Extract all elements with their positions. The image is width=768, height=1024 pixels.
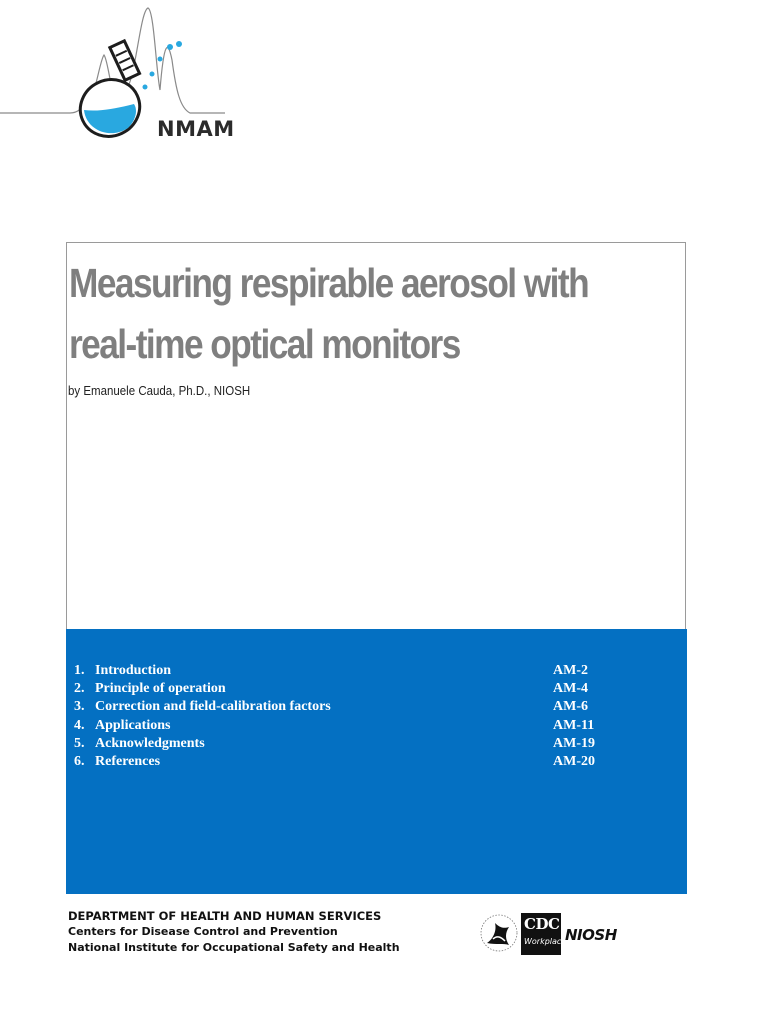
author-byline: by Emanuele Cauda, Ph.D., NIOSH bbox=[68, 384, 251, 398]
toc-number: 1. bbox=[74, 663, 85, 678]
hhs-eagle-icon bbox=[479, 909, 519, 957]
agency-cdc: Centers for Disease Control and Prevention bbox=[68, 925, 338, 938]
agency-department: DEPARTMENT OF HEALTH AND HUMAN SERVICES bbox=[68, 909, 382, 923]
logo-text: NMAM bbox=[157, 117, 235, 141]
niosh-logo-icon: NIOSH bbox=[565, 926, 617, 944]
cdc-logo-icon bbox=[521, 913, 567, 955]
title-line-1: Measuring respirable aerosol with bbox=[69, 260, 589, 306]
toc-page: AM-19 bbox=[553, 735, 595, 751]
toc-item-principle[interactable] bbox=[74, 681, 674, 699]
toc-label: Introduction bbox=[95, 663, 171, 678]
cdc-logo-subtext: Workplace bbox=[524, 937, 567, 946]
toc-label: Applications bbox=[95, 717, 171, 733]
toc-number: 2. bbox=[74, 681, 85, 697]
toc-item-applications[interactable] bbox=[74, 718, 674, 736]
toc-number: 3. bbox=[74, 699, 85, 715]
toc-item-correction[interactable] bbox=[74, 699, 674, 717]
agency-block bbox=[68, 908, 400, 956]
toc-label: Correction and field-calibration factors bbox=[95, 699, 331, 715]
agency-niosh: National Institute for Occupational Safety and Health bbox=[68, 941, 400, 954]
toc-item-references[interactable] bbox=[74, 754, 674, 772]
toc-number: 4. bbox=[74, 717, 85, 733]
cdc-logo-text: CDC bbox=[524, 915, 560, 933]
toc-item-introduction[interactable] bbox=[74, 663, 674, 681]
title-line-2: real-time optical monitors bbox=[69, 321, 460, 367]
toc-page: AM-6 bbox=[553, 699, 588, 715]
toc-page: AM-20 bbox=[553, 753, 595, 769]
toc-label: Acknowledgments bbox=[95, 735, 205, 751]
toc-number: 5. bbox=[74, 735, 85, 751]
toc-page: AM-4 bbox=[553, 681, 588, 697]
document-title bbox=[69, 253, 688, 375]
contents-panel bbox=[66, 629, 687, 894]
toc-page: AM-2 bbox=[553, 663, 588, 678]
title-box bbox=[66, 242, 686, 629]
toc-label: Principle of operation bbox=[95, 681, 226, 697]
toc-number: 6. bbox=[74, 753, 85, 769]
toc-label: References bbox=[95, 753, 161, 769]
toc-item-acknowledgments[interactable] bbox=[74, 736, 674, 754]
contents-list bbox=[74, 663, 674, 772]
toc-page: AM-11 bbox=[553, 717, 595, 733]
